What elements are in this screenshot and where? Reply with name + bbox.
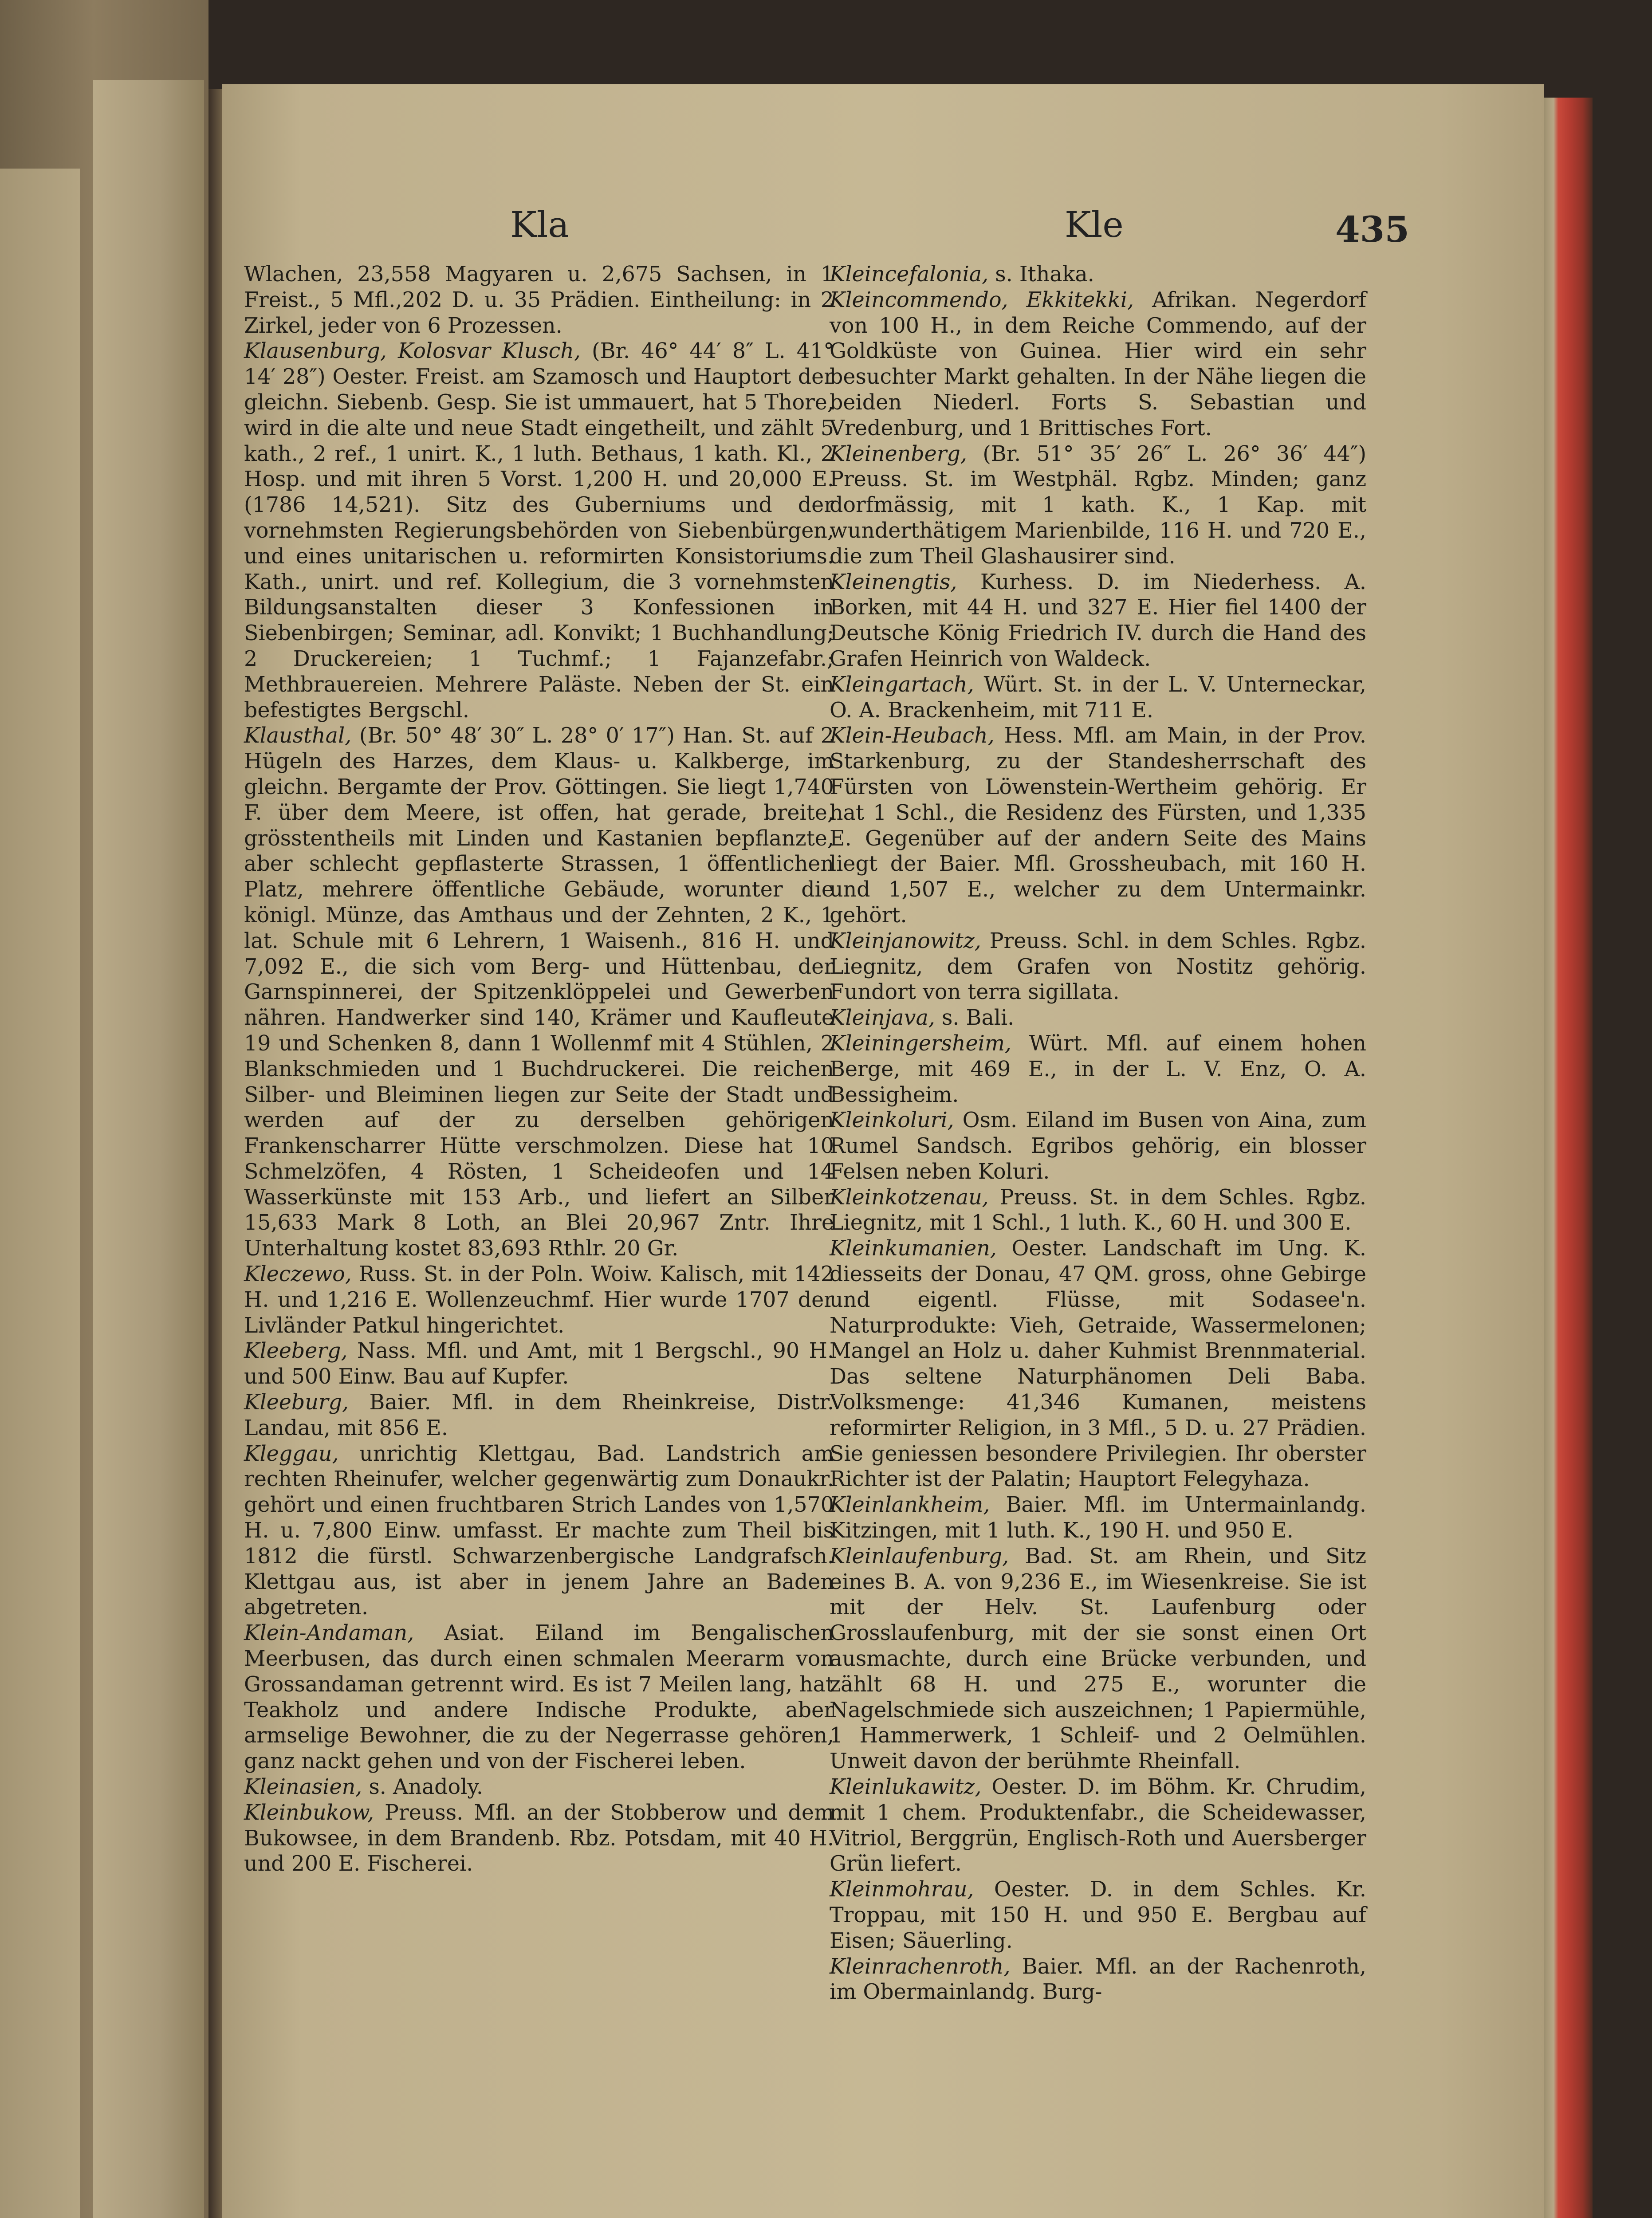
- entry-text: Russ. St. in der Poln. Woiw. Kalisch, mit 142 H. und 1,216 E. Wollenzeuchmf. Hier wurde 1707 der Livländer Patkul hingerichtet.: [244, 1262, 834, 1338]
- entry-text: Oester. D. im Böhm. Kr. Chrudim, mit 1 chem. Produktenfabr., die Scheidewasser, Vitriol, Berggrün, Englisch-Roth und Auersberger Grün liefert.: [830, 1775, 1366, 1876]
- entry-text: s. Bali.: [935, 1006, 1015, 1030]
- entry-text: Asiat. Eiland im Bengalischen Meerbusen, das durch einen schmalen Meerarm von Grossandaman getrennt wird. Es ist 7 Meilen lang, hat Teakholz und andere Indische Produkte, aber armselige Bewohner, die zu der Negerrasse gehören, ganz nackt gehen und von der Fischerei leben.: [244, 1621, 834, 1774]
- entry-headword: Kleinasien,: [244, 1775, 362, 1800]
- entry-text: Oester. Landschaft im Ung. K. diesseits der Donau, 47 QM. gross, ohne Gebirge und eigentl. Flüsse, mit Sodasee'n. Naturprodukte: Vieh, Getraide, Wassermelonen; Mangel an Holz u. daher Kuhmist Brennmaterial. Das seltene Naturphänomen Deli Baba. Volksmenge: 41,346 Kumanen, meistens reformirter Religion, in 3 Mfl., 5 D. u. 27 Prädien. Sie geniessen besondere Privilegien. Ihr oberster Richter ist der Palatin; Hauptort Felegyhaza.: [830, 1236, 1366, 1492]
- entry-headword: Klausthal,: [244, 724, 352, 748]
- entry-headword: Kleinkumanien,: [830, 1236, 997, 1261]
- entry-text: s. Anadoly.: [362, 1775, 483, 1800]
- entry-headword: Kleinjanowitz,: [830, 928, 981, 953]
- entry-text: Osm. Eiland im Busen von Aina, zum Rumel Sandsch. Egribos gehörig, ein blosser Felsen neben Koluri.: [830, 1108, 1366, 1184]
- entry-headword: Kleinenberg,: [830, 441, 968, 466]
- running-header: [510, 204, 1530, 262]
- entry-headword: Klausenburg, Kolosvar Klusch,: [244, 339, 581, 364]
- running-head-right: Kle: [1065, 204, 1124, 245]
- entry-text: Nass. Mfl. und Amt, mit 1 Bergschl., 90 H. und 500 Einw. Bau auf Kupfer.: [244, 1339, 834, 1389]
- entry-headword: Kleeburg,: [244, 1390, 349, 1415]
- page-edge-red: [1544, 98, 1593, 2218]
- dictionary-entry: [244, 1774, 834, 1800]
- right-text-column: [830, 262, 1366, 2005]
- entry-text: Preuss. Schl. in dem Schles. Rgbz. Liegnitz, dem Grafen von Nostitz gehörig. Fundort von terra sigillata.: [830, 928, 1366, 1005]
- dictionary-entry: [244, 1620, 834, 1774]
- page-number: 435: [1335, 208, 1409, 250]
- dictionary-entry: [830, 1236, 1366, 1492]
- left-text-column: [244, 262, 834, 1877]
- entry-headword: Kleinkoluri,: [830, 1108, 954, 1133]
- dictionary-entry: [244, 262, 834, 338]
- book-gutter: [208, 89, 222, 2218]
- entry-headword: Kleinbukow,: [244, 1800, 374, 1825]
- entry-headword: Kleinlukawitz,: [830, 1775, 982, 1800]
- entry-headword: Klein-Andaman,: [244, 1621, 414, 1646]
- running-head-left: Kla: [510, 204, 570, 245]
- dictionary-entry: [830, 723, 1366, 928]
- entry-headword: Kleincefalonia,: [830, 262, 989, 287]
- entry-text: unrichtig Klettgau, Bad. Landstrich am rechten Rheinufer, welcher gegenwärtig zum Donaukr. gehört und einen fruchtbaren Strich Landes von 1,570 H. u. 7,800 Einw. umfasst. Er machte zum Theil bis 1812 die fürstl. Schwarzenbergische Landgrafsch. Klettgau aus, ist aber in jenem Jahre an Baden abgetreten.: [244, 1441, 834, 1620]
- dictionary-entry: [830, 1108, 1366, 1184]
- entry-text: Kurhess. D. im Niederhess. A. Borken, mit 44 H. und 327 E. Hier fiel 1400 der Deutsche König Friedrich IV. durch die Hand des Grafen Heinrich von Waldeck.: [830, 570, 1366, 671]
- dictionary-entry: [830, 1492, 1366, 1544]
- entry-headword: Klein-Heubach,: [830, 724, 995, 748]
- entry-headword: Kleingartach,: [830, 672, 974, 697]
- entry-text: s. Ithaka.: [988, 262, 1094, 287]
- dictionary-entry: [830, 1544, 1366, 1774]
- entry-text: (Br. 51° 35′ 26″ L. 26° 36′ 44″) Preuss. St. im Westphäl. Rgbz. Minden; ganz dorfmässig, mit 1 kath. K., 1 Kap. mit wunderthätigem Marienbilde, 116 H. und 720 E., die zum Theil Glashausirer sind.: [830, 441, 1366, 569]
- dictionary-entry: [830, 1031, 1366, 1108]
- entry-headword: Kleinlaufenburg,: [830, 1544, 1009, 1569]
- entry-text: Würt. Mfl. auf einem hohen Berge, mit 469 E., in der L. V. Enz, O. A. Bessigheim.: [830, 1031, 1366, 1107]
- previous-page-edge: [0, 0, 208, 2218]
- entry-text: Preuss. St. in dem Schles. Rgbz. Liegnitz, mit 1 Schl., 1 luth. K., 60 H. und 300 E.: [830, 1185, 1366, 1235]
- dictionary-entry: [244, 1338, 834, 1390]
- dictionary-entry: [830, 1185, 1366, 1236]
- entry-text: Hess. Mfl. am Main, in der Prov. Starkenburg, zu der Standesherrschaft des Fürsten von Löwenstein-Wertheim gehörig. Er hat 1 Schl., die Residenz des Fürsten, und 1,335 E. Gegenüber auf der andern Seite des Mains liegt der Baier. Mfl. Grossheubach, mit 160 H. und 1,507 E., welcher zu dem Untermainkr. gehört.: [830, 724, 1366, 928]
- entry-headword: Kleinkotzenau,: [830, 1185, 989, 1210]
- entry-text: (Br. 50° 48′ 30″ L. 28° 0′ 17″) Han. St. auf 2 Hügeln des Harzes, dem Klaus- u. Kalkberge, im gleichn. Bergamte der Prov. Göttingen. Sie liegt 1,740 F. über dem Meere, ist offen, hat gerade, breite, grösstentheils mit Linden und Kastanien bepflanzte, aber schlecht gepflasterte Strassen, 1 öffentlichen Platz, mehrere öffentliche Gebäude, worunter die königl. Münze, das Amthaus und der Zehnten, 2 K., 1 lat. Schule mit 6 Lehrern, 1 Waisenh., 816 H. und 7,092 E., die sich vom Berg- und Hüttenbau, der Garnspinnerei, der Spitzenklöppelei und Gewerben nähren. Handwerker sind 140, Krämer und Kaufleute 19 und Schenken 8, dann 1 Wollenmf mit 4 Stühlen, 2 Blankschmieden und 1 Buchdruckerei. Die reichen Silber- und Bleiminen liegen zur Seite der Stadt und werden auf der zu derselben gehörigen Frankenscharrer Hütte verschmolzen. Diese hat 10 Schmelzöfen, 4 Rösten, 1 Scheideofen und 14 Wasserkünste mit 153 Arb., und liefert an Silber 15,633 Mark 8 Loth, an Blei 20,967 Zntr. Ihre Unterhaltung kostet 83,693 Rthlr. 20 Gr.: [244, 724, 834, 1261]
- entry-headword: Kleiningersheim,: [830, 1031, 1011, 1056]
- dictionary-entry: [244, 1441, 834, 1621]
- entry-text: Baier. Mfl. an der Rachenroth, im Obermainlandg. Burg-: [830, 1954, 1366, 2005]
- entry-text: Baier. Mfl. in dem Rheinkreise, Distr. Landau, mit 856 E.: [244, 1390, 834, 1440]
- dictionary-entry: [830, 287, 1366, 441]
- entry-headword: Kleinrachenroth,: [830, 1954, 1011, 1979]
- entry-text: Würt. St. in der L. V. Unterneckar, O. A. Brackenheim, mit 711 E.: [830, 672, 1366, 723]
- dictionary-entry: [244, 1390, 834, 1441]
- entry-text: Wlachen, 23,558 Magyaren u. 2,675 Sachsen, in 1 Freist., 5 Mfl.,202 D. u. 35 Prädien. Eintheilung: in 2 Zirkel, jeder von 6 Prozessen.: [244, 262, 834, 338]
- entry-headword: Kleggau,: [244, 1441, 339, 1466]
- dictionary-entry: [244, 338, 834, 723]
- entry-headword: Kleincommendo, Ekkitekki,: [830, 287, 1134, 312]
- previous-page-strip: [93, 80, 204, 2218]
- dictionary-entry: [830, 1877, 1366, 1954]
- dictionary-entry: [830, 1954, 1366, 2006]
- entry-headword: Kleinmohrau,: [830, 1877, 974, 1902]
- dictionary-entry: [830, 1774, 1366, 1877]
- entry-text: Afrikan. Negerdorf von 100 H., in dem Reiche Commendo, auf der Goldküste von Guinea. Hier wird ein sehr besuchter Markt gehalten. In der Nähe liegen die beiden Niederl. Forts S. Sebastian und Vredenburg, und 1 Brittisches Fort.: [830, 287, 1366, 440]
- entry-text: Oester. D. in dem Schles. Kr. Troppau, mit 150 H. und 950 E. Bergbau auf Eisen; Säuerling.: [830, 1877, 1366, 1953]
- entry-text: Baier. Mfl. im Untermainlandg. Kitzingen, mit 1 luth. K., 190 H. und 950 E.: [830, 1493, 1366, 1543]
- dictionary-entry: [244, 1262, 834, 1338]
- dictionary-entry: [830, 570, 1366, 672]
- entry-headword: Kleinlankheim,: [830, 1493, 990, 1518]
- previous-page-strip: [0, 169, 80, 2218]
- dictionary-entry: [244, 723, 834, 1262]
- entry-text: Preuss. Mfl. an der Stobberow und dem Bukowsee, in dem Brandenb. Rbz. Potsdam, mit 40 H. und 200 E. Fischerei.: [244, 1800, 834, 1876]
- dictionary-entry: [830, 928, 1366, 1005]
- entry-headword: Kleeberg,: [244, 1339, 348, 1364]
- entry-headword: Kleinengtis,: [830, 570, 957, 594]
- dictionary-entry: [830, 672, 1366, 724]
- entry-headword: Kleczewo,: [244, 1262, 352, 1287]
- dictionary-entry: [830, 441, 1366, 570]
- entry-text: Bad. St. am Rhein, und Sitz eines B. A. von 9,236 E., im Wiesenkreise. Sie ist mit der Helv. St. Laufenburg oder Grosslaufenburg, mit der sie sonst einen Ort ausmachte, durch eine Brücke verbunden, und zählt 68 H. und 275 E., worunter die Nagelschmiede sich auszeichnen; 1 Papiermühle, 1 Hammerwerk, 1 Schleif- und 2 Oelmühlen. Unweit davon der berühmte Rheinfall.: [830, 1544, 1366, 1774]
- dictionary-entry: [830, 1005, 1366, 1031]
- dictionary-entry: [830, 262, 1366, 287]
- entry-text: (Br. 46° 44′ 8″ L. 41° 14′ 28″) Oester. Freist. am Szamosch und Hauptort der gleichn. Siebenb. Gesp. Sie ist ummauert, hat 5 Thore, wird in die alte und neue Stadt eingetheilt, und zählt 5 kath., 2 ref., 1 unirt. K., 1 luth. Bethaus, 1 kath. Kl., 2 Hosp. und mit ihren 5 Vorst. 1,200 H. und 20,000 E. (1786 14,521). Sitz des Guberniums und der vornehmsten Regierungsbehörden von Siebenbürgen, und eines unitarischen u. reformirten Konsistoriums. Kath., unirt. und ref. Kollegium, die 3 vornehmsten Bildungsanstalten dieser 3 Konfessionen in Siebenbirgen; Seminar, adl. Konvikt; 1 Buchhandlung; 2 Druckereien; 1 Tuchmf.; 1 Fajanzefabr.; Methbrauereien. Mehrere Paläste. Neben der St. ein befestigtes Bergschl.: [244, 339, 834, 723]
- dictionary-entry: [244, 1800, 834, 1877]
- entry-headword: Kleinjava,: [830, 1006, 935, 1030]
